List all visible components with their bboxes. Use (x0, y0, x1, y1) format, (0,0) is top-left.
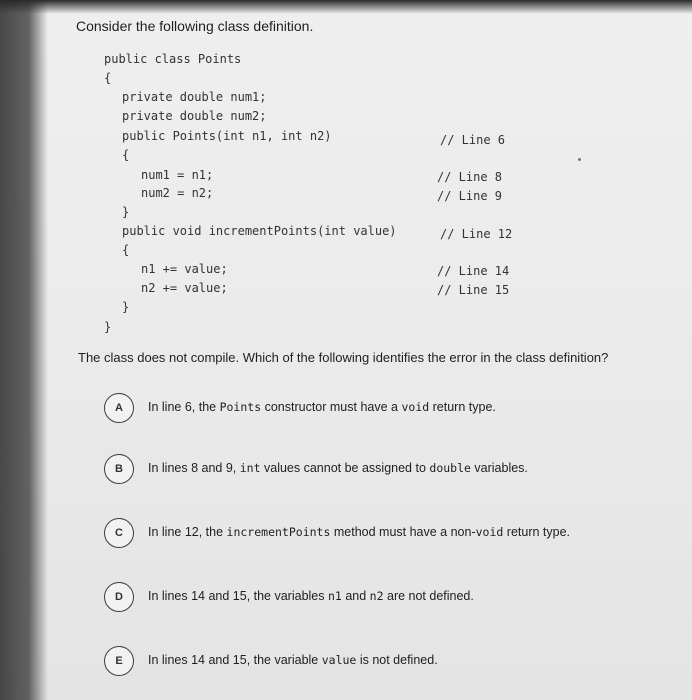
option-text-part: In lines 14 and 15, the variables (148, 589, 328, 603)
option-code-part: int (239, 461, 261, 475)
code-line: n2 += value; (141, 281, 228, 295)
code-line: } (122, 300, 130, 314)
option-code-part: void (401, 400, 430, 414)
option-code-part: n1 (327, 589, 342, 603)
answer-option-c[interactable] (104, 518, 664, 548)
option-text (148, 461, 528, 475)
code-comment: // Line 6 (440, 133, 506, 147)
code-line: { (122, 243, 130, 257)
option-text-part: In lines 8 and 9, (148, 461, 240, 475)
option-letter-badge[interactable]: D (104, 582, 134, 612)
option-text (148, 653, 438, 667)
answer-option-b[interactable] (104, 454, 664, 484)
code-comment: // Line 8 (437, 170, 503, 184)
code-line: public void incrementPoints(int value) (122, 224, 397, 238)
code-line: { (104, 71, 112, 85)
code-line: private double num1; (122, 90, 267, 104)
option-letter-badge[interactable]: C (104, 518, 134, 548)
photo-shadow-top (0, 0, 692, 14)
option-code-part: Points (219, 400, 262, 414)
option-text-part: In lines 14 and 15, the variable (148, 653, 322, 667)
option-text (148, 525, 570, 539)
answer-option-a[interactable] (104, 393, 664, 423)
option-text (148, 589, 474, 603)
option-text-part: In line 6, the (148, 400, 220, 414)
answer-option-e[interactable] (104, 646, 664, 676)
option-letter-badge[interactable]: E (104, 646, 134, 676)
code-line: { (122, 148, 130, 162)
option-code-part: void (475, 525, 504, 539)
code-line: private double num2; (122, 109, 267, 123)
option-text-part: is not defined. (356, 653, 438, 667)
option-text (148, 400, 496, 414)
dust-speck (578, 158, 581, 161)
code-comment: // Line 9 (437, 189, 503, 203)
option-code-part: double (429, 461, 471, 475)
option-text-part: are not defined. (383, 589, 474, 603)
option-text-part: In line 12, the (148, 525, 227, 539)
code-line: } (122, 205, 130, 219)
code-line: public class Points (104, 52, 242, 66)
option-text-part: values cannot be assigned to (260, 461, 430, 475)
option-text-part: constructor must have a (261, 400, 402, 414)
code-comment: // Line 12 (440, 227, 513, 241)
option-code-part: value (321, 653, 357, 667)
photo-shadow-left (0, 0, 48, 700)
option-text-part: method must have a non- (330, 525, 476, 539)
option-code-part: n2 (369, 589, 384, 603)
option-text-part: return type. (503, 525, 571, 539)
option-letter-badge[interactable]: A (104, 393, 134, 423)
code-comment: // Line 15 (437, 283, 510, 297)
option-code-part: incrementPoints (226, 525, 331, 539)
answer-option-d[interactable] (104, 582, 664, 612)
code-line: n1 += value; (141, 262, 228, 276)
option-letter-badge[interactable]: B (104, 454, 134, 484)
code-line: num1 = n1; (141, 168, 214, 182)
code-comment: // Line 14 (437, 264, 510, 278)
code-line: public Points(int n1, int n2) (122, 129, 332, 143)
option-text-part: and (341, 589, 370, 603)
question-text: The class does not compile. Which of the following identifies the error in the class definition? (78, 350, 609, 365)
option-text-part: variables. (470, 461, 528, 475)
code-line: num2 = n2; (141, 186, 214, 200)
code-line: } (104, 320, 112, 334)
intro-text: Consider the following class definition. (76, 18, 314, 34)
option-text-part: return type. (429, 400, 496, 414)
